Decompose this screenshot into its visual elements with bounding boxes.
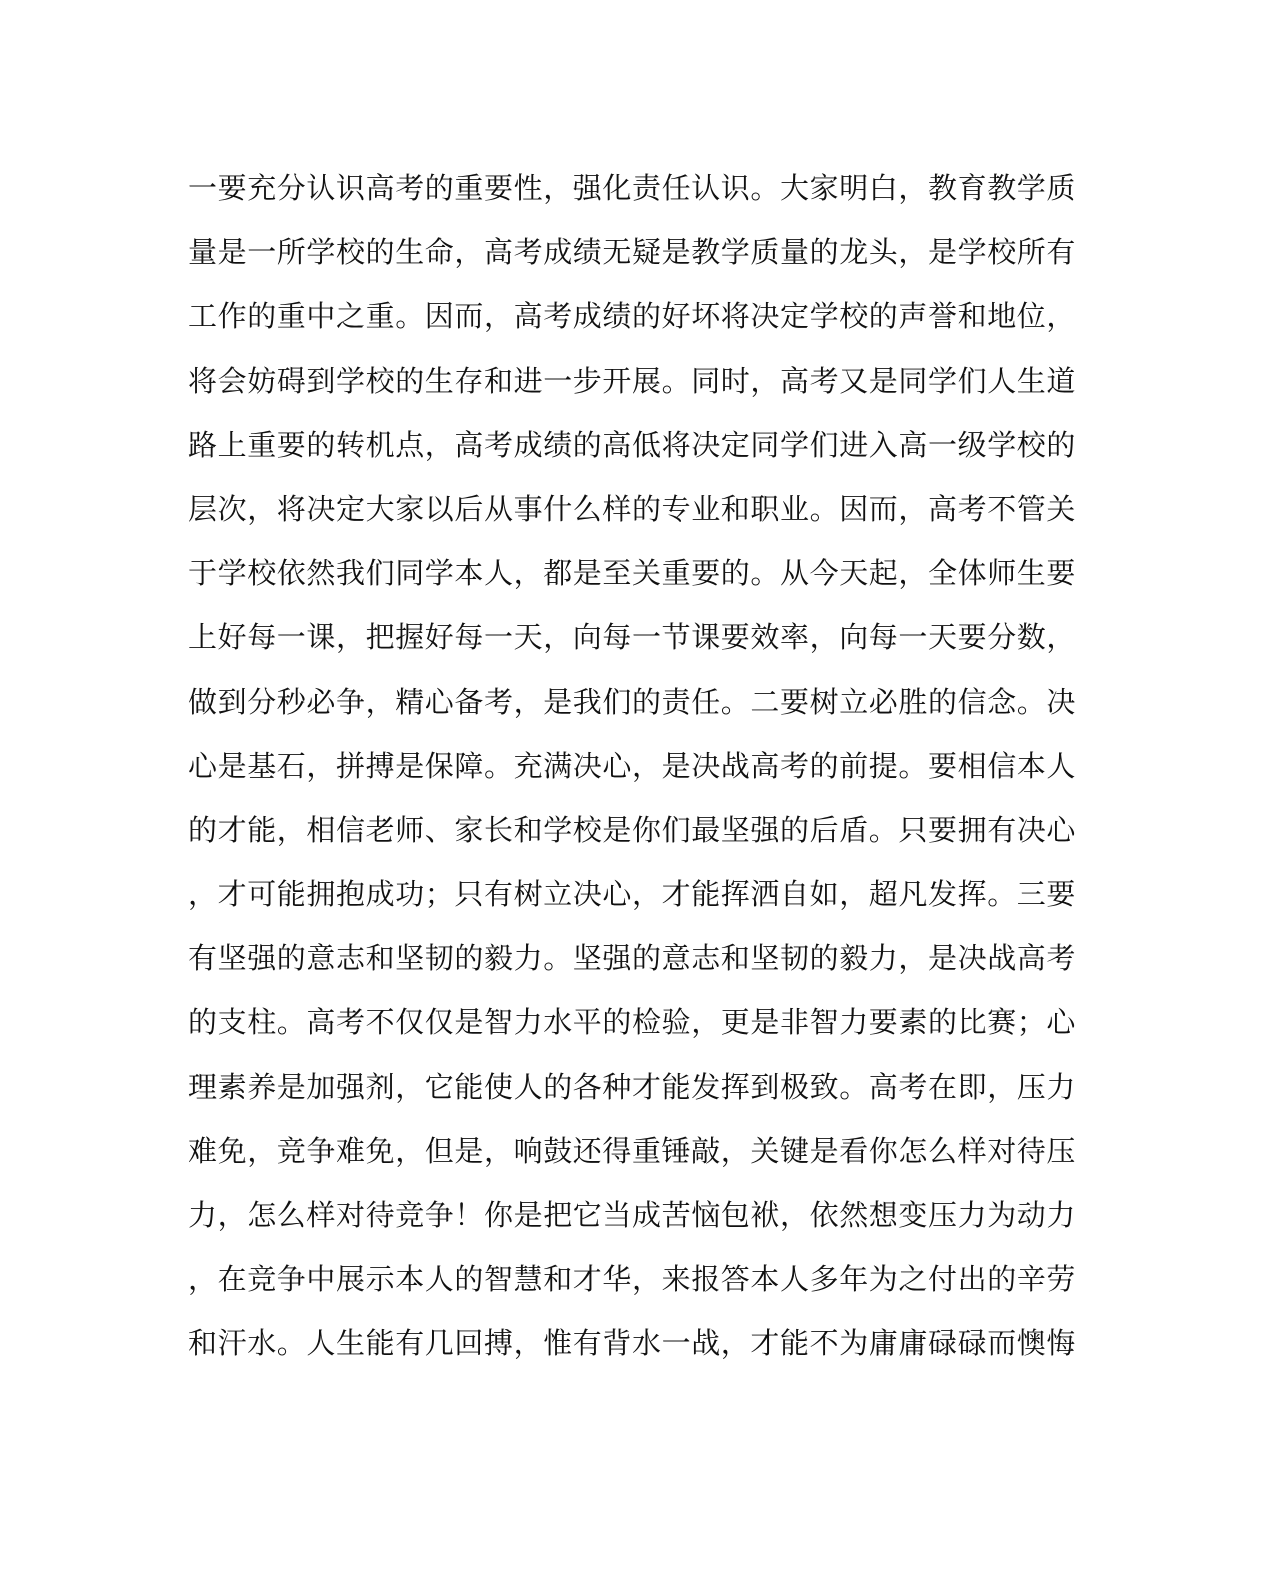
text-line-3: 工作的重中之重。因而，高考成绩的好坏将决定学校的声誉和地位， — [188, 299, 1077, 334]
text-line-8: 上好每一课，把握好每一天，向每一节课要效率，向每一天要分数， — [188, 620, 1077, 655]
text-line-1: 一要充分认识高考的重要性，强化责任认识。大家明白，教育教学质 — [188, 171, 1077, 205]
text-line-16: 难免，竞争难免，但是，响鼓还得重锤敲，关键是看你怎么样对待压 — [188, 1133, 1077, 1168]
text-line-2: 量是一所学校的生命，高考成绩无疑是教学质量的龙头，是学校所有 — [188, 235, 1077, 270]
text-line-6: 层次，将决定大家以后从事什么样的专业和职业。因而，高考不管关 — [188, 491, 1077, 526]
text-line-7: 于学校依然我们同学本人，都是至关重要的。从今天起，全体师生要 — [188, 556, 1077, 591]
text-line-14: 的支柱。高考不仅仅是智力水平的检验，更是非智力要素的比赛；心 — [188, 1005, 1077, 1040]
text-line-5: 路上重要的转机点，高考成绩的高低将决定同学们进入高一级学校的 — [188, 427, 1077, 462]
text-line-18: ，在竞争中展示本人的智慧和才华，来报答本人多年为之付出的辛劳 — [188, 1262, 1077, 1297]
text-line-13: 有坚强的意志和坚韧的毅力。坚强的意志和坚韧的毅力，是决战高考 — [188, 941, 1077, 976]
text-line-4: 将会妨碍到学校的生存和进一步开展。同时，高考又是同学们人生道 — [188, 363, 1077, 398]
body-text — [188, 156, 1077, 1376]
text-line-12: ，才可能拥抱成功；只有树立决心，才能挥洒自如，超凡发挥。三要 — [188, 877, 1077, 912]
text-line-9: 做到分秒必争，精心备考，是我们的责任。二要树立必胜的信念。决 — [188, 684, 1077, 719]
text-line-19: 和汗水。人生能有几回搏，惟有背水一战，才能不为庸庸碌碌而懊悔 — [188, 1326, 1077, 1361]
text-line-11: 的才能，相信老师、家长和学校是你们最坚强的后盾。只要拥有决心 — [188, 812, 1077, 847]
text-line-17: 力，怎么样对待竞争！你是把它当成苦恼包袱，依然想变压力为动力 — [188, 1198, 1077, 1232]
text-line-10: 心是基石，拼搏是保障。充满决心，是决战高考的前提。要相信本人 — [188, 748, 1077, 783]
text-line-15: 理素养是加强剂，它能使人的各种才能发挥到极致。高考在即，压力 — [188, 1069, 1077, 1104]
